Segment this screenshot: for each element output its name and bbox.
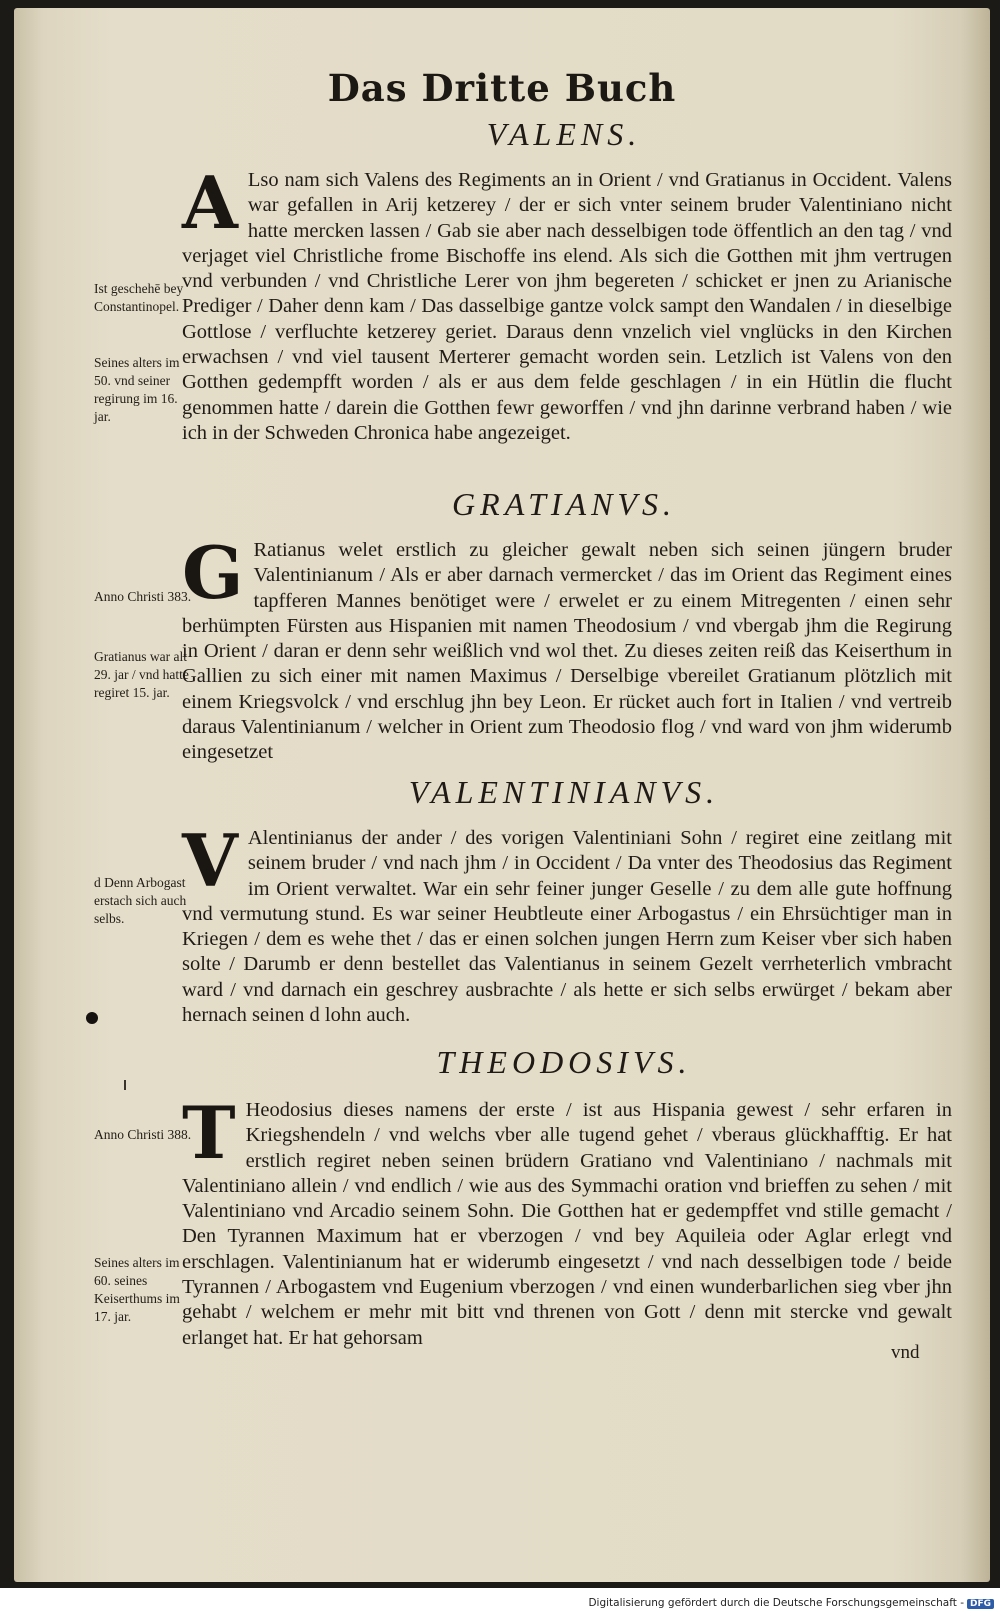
catchword: vnd — [891, 1342, 920, 1363]
drop-cap: T — [182, 1090, 236, 1175]
paragraph: Heodosius dieses namens der erste / ist aus Hispania gewest / sehr erfaren in Kriegshendeln / vnd welchs vber alle tugend gehet / vberaus glückhafftig. Er hat erstlich regiret neben seinen brüdern Gratiano vnd Valentiniano / nachmals mit Valentiniano allein / vnd endlich / wie aus des Symmachi oration vnd brieffen zu sehen / mit Valentiniano vnd Arcadio seinem Sohn. Die Gotthen hat er gedempffet vnd stille gemacht / Den Tyrannen Maximum hat er vberzogen / vnd bey Aquileia oder Aglar erlegt vnd erschlagen. Valentinianum hat er widerumb eingesetzt / vnd nach desselbigen tode / beide Tyrannen / Arbogastem vnd Eugenium vberzogen / vnd einen wunderbarlichen sieg vber jhn gehabt / welchem er mehr mit bitt vnd threnen von Gott / denn mit stercke vnd gewalt erlanget hat. Er hat gehorsam — [182, 1099, 952, 1349]
footer-credit — [588, 1597, 994, 1609]
section-body-valens — [182, 160, 952, 446]
ink-tick-mark — [124, 1080, 126, 1090]
footer-text: Digitalisierung gefördert durch die Deutsche Forschungsgemeinschaft - — [588, 1597, 964, 1609]
drop-cap: V — [182, 818, 238, 903]
section-body-gratianus — [182, 530, 952, 766]
margin-note: Seines alters im 50. vnd seiner regirung im 16. jar. — [94, 355, 180, 424]
paragraph: Ratianus welet erstlich zu gleicher gewalt neben sich seinen jüngern bruder Valentinianum / Als er aber darnach vermercket / das im Orient das Regiment eines tapfferen Mannes benötiget were / erwelet er zu einem Mitregenten / einen sehr berhümpten Fürsten aus Hispanien mit namen Theodosium / vnd vbergab jhm die Regirung in Orient / daran er denn sehr weißlich vnd wol thet. Zu dieses zeiten reiß das Keiserthum in Gallien zu sich einer mit namen Maximus / Derselbige vbereilet Gratianum plötzlich mit einem Kriegsvolck / vnd erschlug jhn bey Leon. Er rücket auch fort in Italien / vnd vertreib daraus Valentinianum / welcher in Orient zum Theodosio flog / vnd ward von jhm widerumb eingesetzet — [182, 539, 952, 764]
section-body-theodosius — [182, 1090, 952, 1351]
margin-note: Anno Christi 388. — [94, 1127, 192, 1142]
margin-note: Ist geschehē bey Constantinopel. — [94, 281, 184, 314]
running-head: Das Dritte Buch — [327, 66, 677, 110]
section-title-valentinianus: VALENTINIANVS. — [408, 774, 720, 810]
section-title-theodosius: THEODOSIVS. — [436, 1044, 692, 1080]
drop-cap: G — [182, 530, 244, 615]
margin-note: Seines alters im 60. seines Keiserthums im 17. jar. — [94, 1255, 180, 1324]
margin-note: d Denn Arbogast erstach sich auch selbs. — [94, 875, 187, 926]
book-page — [14, 8, 990, 1582]
drop-cap: A — [182, 160, 238, 245]
section-title-valens: VALENS. — [486, 116, 642, 152]
section-title-gratianus: GRATIANVS. — [452, 486, 676, 522]
margin-note: Gratianus war alt 29. jar / vnd hatte regiret 15. jar. — [94, 649, 189, 700]
section-body-valentinianus — [182, 818, 952, 1028]
margin-note: Anno Christi 383. — [94, 589, 192, 604]
paragraph: Alentinianus der ander / des vorigen Valentiniani Sohn / regiret eine zeitlang mit seinem bruder / vnd nach jhm / in Occident / Da vnter des Theodosius das Regiment im Orient verwaltet. War ein sehr feiner junger Geselle / zu dem alle gute hoffnung vnd vermutung stund. Es war seiner Heubtleute einer Arbogastus / ein Ehrsüchtiger man in Kriegen / dem es wehe thet / das er einen solchen jungen Herrn zum Keiser vber sich haben solte / Darumb er denn bestellet das Valentianus in seinem Gezelt verrheterlich vmbracht ward / vnd darnach ein geschrey ausbrachte / als hette er sich selbs erwürget / bekam aber hernach seinen d lohn auch. — [182, 827, 952, 1027]
dfg-logo-icon: DFG — [967, 1599, 994, 1609]
paragraph: Lso nam sich Valens des Regiments an in Orient / vnd Gratianus in Occident. Valens war gefallen in Arij ketzerey / der er sich vnter seinem bruder Valentiniano nicht hatte mercken lassen / Gab sie aber nach desselbigen tode öffentlich an den tag / vnd verjaget viel Christliche frome Bischoffe ins elend. Als sich die Gotthen mit jhm vertrugen vnd verbunden / vnd Christliche Lerer von jhm begereten / schicket er jnen zu Arianische Prediger / Daher denn kam / Das dasselbige gantze volck sampt den Wandalen / in dieselbige Gottlose / verfluchte ketzerey geriet. Daraus denn vnzelich viel vnglücks in den Kirchen erwachsen / vnd viel tausent Merterer gemacht worden sein. Letzlich ist Valens von den Gotthen gedempfft worden / als er aus dem felde geschlagen / in ein Hütlin die flucht genommen hatte / darein die Gotthen fewr geworffen / vnd jhn darinne verbrand haben / wie ich in der Schweden Chronica habe angezeiget. — [182, 169, 952, 444]
ink-dot-mark — [86, 1012, 98, 1024]
